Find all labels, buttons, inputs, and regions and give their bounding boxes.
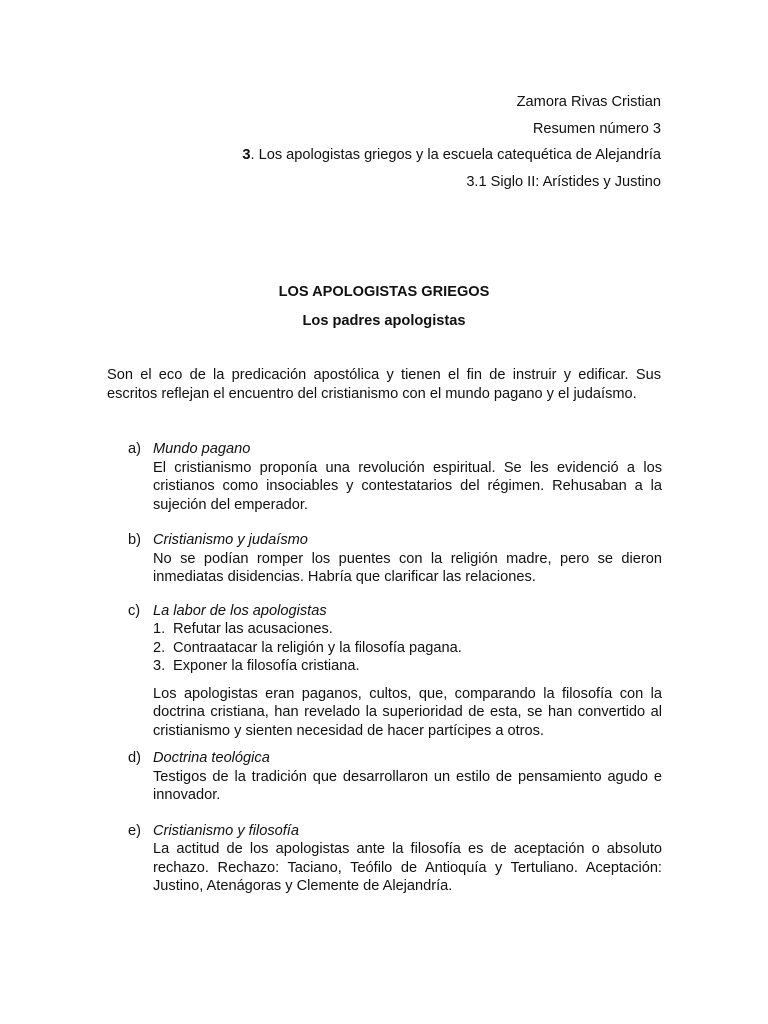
item-text: La actitud de los apologistas ante la filosofía es de aceptación o absoluto rechazo. Rechazo: Taciano, Teófilo de Antioquía y Tertuliano. Aceptación: Justino, Atenágoras y Clemente de Alejandría. [153, 841, 662, 894]
item-b [128, 531, 662, 587]
chapter-number: 3 [242, 147, 251, 163]
item-heading: Doctrina teológica [153, 750, 270, 766]
item-label: b) [128, 532, 141, 548]
list-number: 3. [153, 658, 166, 674]
item-label: a) [128, 441, 141, 457]
item-text: Testigos de la tradición que desarrollaron un estilo de pensamiento agudo e innovador. [153, 768, 662, 803]
item-a [128, 440, 662, 514]
chapter-title: . Los apologistas griegos y la escuela catequética de Alejandría [250, 147, 661, 163]
list-item [153, 620, 662, 639]
list-text: Exponer la filosofía cristiana. [173, 658, 360, 674]
section-line: 3.1 Siglo II: Arístides y Justino [466, 173, 661, 190]
item-heading: Cristianismo y filosofía [153, 822, 299, 839]
item-heading: Mundo pagano [153, 441, 251, 457]
numbered-list [153, 620, 662, 676]
item-list [128, 440, 662, 896]
list-number: 1. [153, 621, 166, 637]
item-d [128, 749, 662, 805]
item-heading: Cristianismo y judaísmo [153, 532, 308, 548]
item-c [128, 602, 662, 741]
summary-number: Resumen número 3 [532, 120, 661, 137]
list-item [153, 657, 662, 676]
item-label: e) [128, 822, 141, 839]
document-title: LOS APOLOGISTAS GRIEGOS [278, 284, 490, 300]
list-text: Refutar las acusaciones. [173, 621, 333, 637]
item-heading: La labor de los apologistas [153, 602, 327, 619]
document-subtitle: Los padres apologistas [302, 313, 466, 329]
intro-text: Son el eco de la predicación apostólica y tienen el fin de instruir y edificar. Sus escritos reflejan el encuentro del cristianismo con el mundo pagano y el judaísmo. [107, 367, 661, 402]
intro-paragraph [107, 366, 661, 403]
list-item [153, 639, 662, 658]
item-text: El cristianismo proponía una revolución espiritual. Se les evidenció a los cristianos como insociables y contestatarios del régimen. Rehusaban a la sujeción del emperador. [153, 459, 662, 513]
item-text: No se podían romper los puentes con la religión madre, pero se dieron inmediatas disidencias. Habría que clarificar las relaciones. [153, 550, 662, 585]
chapter-line [242, 142, 661, 169]
document-header [242, 89, 661, 195]
item-label: c) [128, 602, 141, 619]
author-name: Zamora Rivas Cristian [516, 94, 661, 110]
item-e [128, 822, 662, 896]
item-label: d) [128, 750, 141, 766]
list-text: Contraatacar la religión y la filosofía pagana. [173, 639, 462, 656]
list-number: 2. [153, 639, 166, 656]
item-text: Los apologistas eran paganos, cultos, que, comparando la filosofía con la doctrina cristiana, han revelado la superioridad de esta, se han convertido al cristianismo y sienten necesidad de hacer partícipes a otros. [153, 685, 662, 739]
